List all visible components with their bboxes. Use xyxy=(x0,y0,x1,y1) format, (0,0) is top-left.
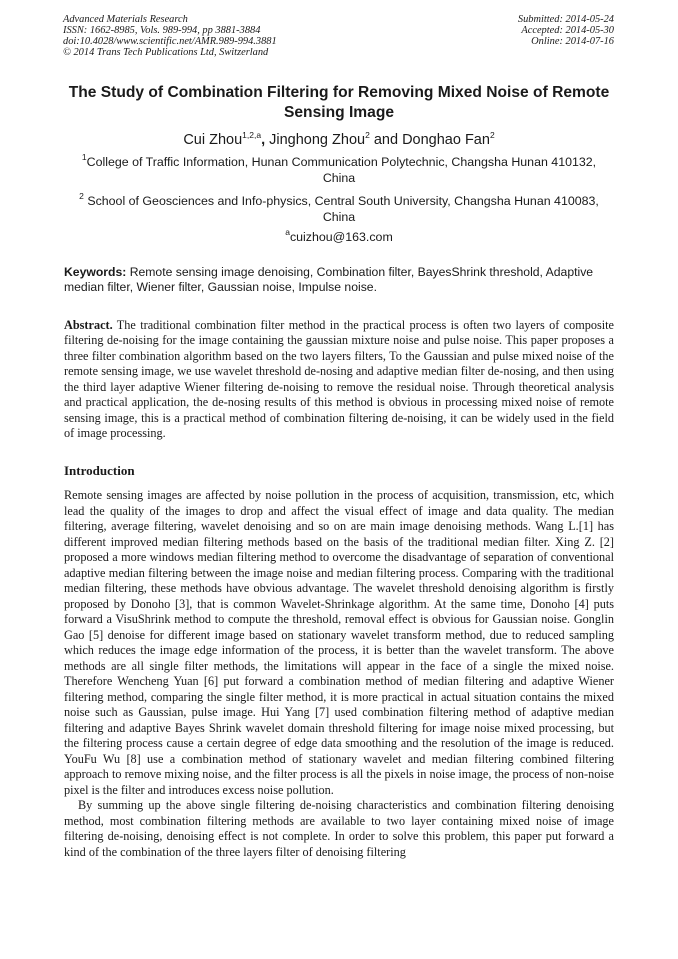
author-name: Donghao Fan xyxy=(402,132,490,148)
section-heading-introduction: Introduction xyxy=(64,463,135,478)
submitted-date: Submitted: 2014-05-24 xyxy=(517,14,614,25)
affiliation-mark: 2 xyxy=(79,191,84,201)
keywords xyxy=(64,265,614,295)
affiliation-1 xyxy=(70,152,608,186)
email-mark: a xyxy=(285,227,290,237)
email-address[interactable]: cuizhou@163.com xyxy=(289,230,393,244)
affiliation-2 xyxy=(70,191,608,225)
paper-title: The Study of Combination Filtering for Removing Mixed Noise of Remote Sensing Image xyxy=(68,84,610,121)
keywords-label: Keywords: xyxy=(64,265,127,279)
abstract xyxy=(64,318,614,442)
author-email xyxy=(0,227,678,245)
online-date: Online: 2014-07-16 xyxy=(531,36,614,47)
publication-dates xyxy=(518,14,614,47)
accepted-date: Accepted: 2014-05-30 xyxy=(521,25,614,36)
author-affiliation-mark: 2 xyxy=(489,130,495,140)
journal-name: Advanced Materials Research xyxy=(63,14,188,25)
affiliation-text: College of Traffic Information, Hunan Communication Polytechnic, Changsha Hunan 410132, China xyxy=(86,155,597,185)
body-paragraph: Remote sensing images are affected by noise pollution in the process of acquisition, transmission, etc, which lead the quality of the images to drop and affect the visual effect of image and data quality. The median filtering, average filtering, wavelet denoising and so on are main image denoising methods. Wang L.[1] has different improved median filtering methods based on the basis of the traditional median filter. Xing Z. [2] proposed a more windows median filtering method to overcome the disadvantage of separation of conventional adaptive median filtering between the image noise and median filtering process. Comparing with the traditional median filtering, these methods have obvious advantage. The wavelet threshold denoising algorithm is firstly proposed by Donoho [3], that is common Wavelet-Shrinkage algorithm. At the same time, Donoho [4] puts forward a VisuShrink method to compute the threshold, removal effect is obvious for Gaussian noise. Gonglin Gao [5] denoise for different image based on stationary wavelet transform method, due to reduced sampling which reduces the image edge information of the process, it is better than the wavelet transform. The above methods are all single filter methods, the limitations will appear in the face of a single the mixed noise. Therefore Wencheng Yuan [6] put forward a combination method of median filtering and adaptive Wiener filtering method, comparing the single filter method, it is more practical in actual situation contains the mixed noise such as Gaussian, pulse image. Hui Yang [7] used combination filtering method of adaptive median filtering and adaptive Bayes Shrink wavelet domain threshold filtering for image noise mixed processing, but the filtering process cause a certain degree of edge data smoothing and the resolution of the image is reduced. YouFu Wu [8] use a combination method of stationary wavelet and median filtering combined filtering approach to remove mixing noise, and the filter process is all the pixels in noise image, the process of non-noise pixel is the filter and introduces excess noise pollution. xyxy=(64,488,614,797)
author-name: Cui Zhou xyxy=(183,132,243,148)
author-separator: , xyxy=(261,132,270,148)
body-paragraph: By summing up the above single filtering de-noising characteristics and combination filtering denoising method, most combination filtering methods are available to two layer containing mixed noise of image filtering de-noising, denoising effect is not complete. In order to solve this problem, this paper put forward a kind of the combination of the three layers filter of denoising filtering xyxy=(64,798,614,859)
author-list xyxy=(0,131,678,149)
abstract-label: Abstract. xyxy=(64,318,113,332)
journal-info xyxy=(63,14,277,58)
author-affiliation-mark: 2 xyxy=(365,130,370,140)
copyright-line: © 2014 Trans Tech Publications Ltd, Switzerland xyxy=(63,47,269,58)
affiliation-text: School of Geosciences and Info-physics, Central South University, Changsha Hunan 410083, China xyxy=(83,194,599,224)
abstract-text: The traditional combination filter method in the practical process is often two layers of composite filtering de-noising for the image containing the gaussian mixture noise and pulse noise. This paper proposes a three filter combination algorithm based on the two layers filters, To the Gaussian and pulse mixed noise of the remote sensing image, we use wavelet threshold de-nosing and adaptive median filter de-nosing, and then using the third layer adaptive Wiener filtering de-noising to remove the residual noise. Through theoretical analysis and practical application, the de-nosing results of this method is obvious in processing mixed noise of remote sensing image, this is a practical method of combination filtering de-noising, it can be widely used in the field of image processing. xyxy=(64,318,614,441)
author-name: Jinghong Zhou xyxy=(269,132,366,148)
author-affiliation-mark: 1,2,a xyxy=(242,130,262,140)
introduction-body xyxy=(64,488,614,860)
doi-line: doi:10.4028/www.scientific.net/AMR.989-994.3881 xyxy=(63,36,277,47)
issn-line: ISSN: 1662-8985, Vols. 989-994, pp 3881-3884 xyxy=(63,25,261,36)
author-separator: and xyxy=(369,132,403,148)
affiliation-mark: 1 xyxy=(81,152,87,162)
keywords-text: Remote sensing image denoising, Combination filter, BayesShrink threshold, Adaptive median filter, Wiener filter, Gaussian noise, Impulse noise. xyxy=(64,265,594,295)
